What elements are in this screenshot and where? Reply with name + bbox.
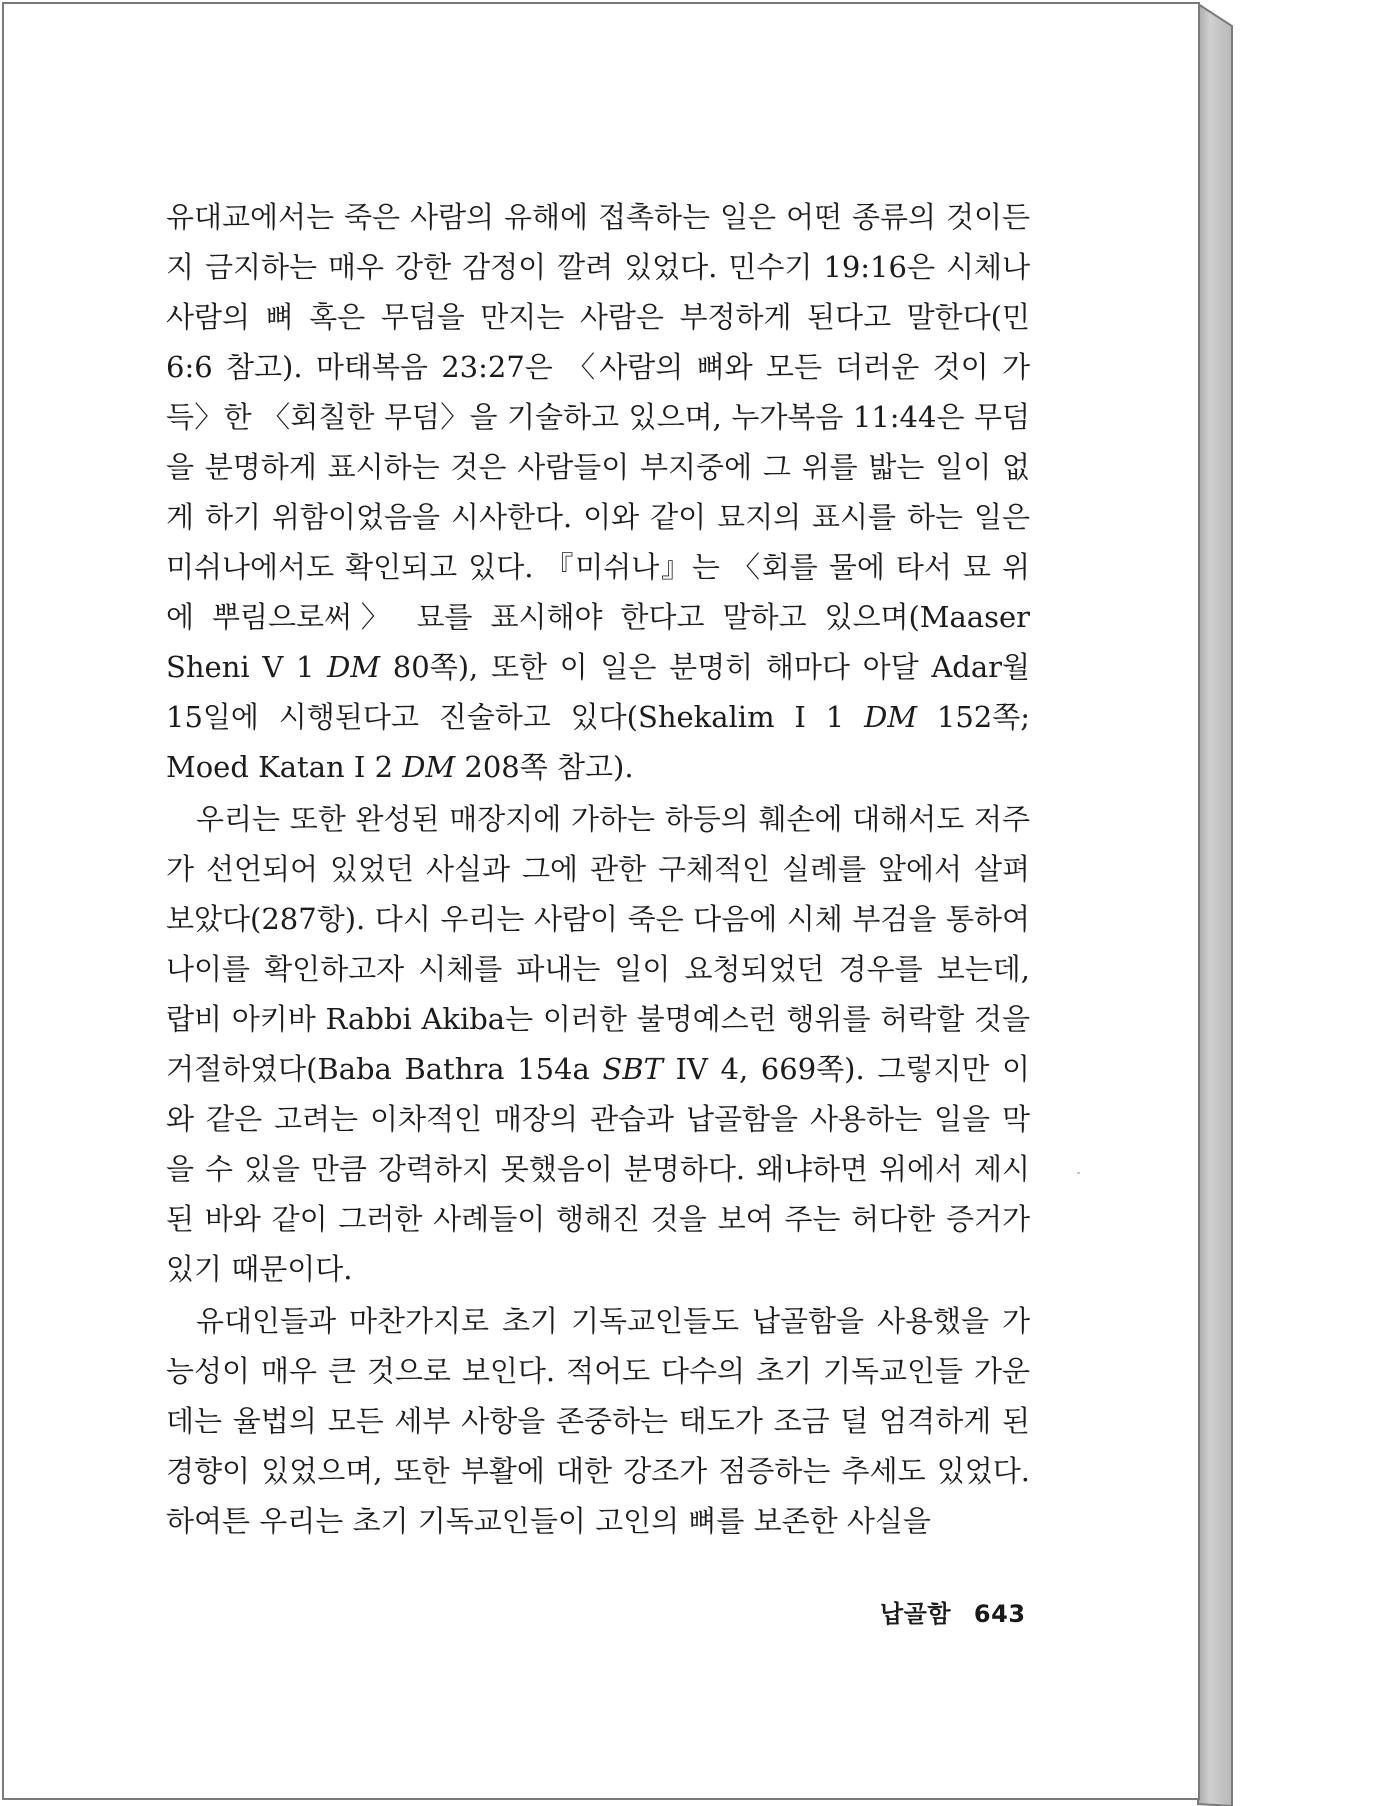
paragraph-2 (166, 794, 1030, 1294)
text-run: 152쪽; Moed Katan I 2 (166, 700, 1031, 784)
paragraph-3 (166, 1296, 1030, 1546)
italic-abbreviation: DM (327, 650, 381, 684)
scan-speck (1077, 1172, 1080, 1174)
text-run: 208쪽 참고). (455, 750, 634, 784)
italic-abbreviation: DM (864, 700, 918, 734)
text-run: 우리는 또한 완성된 매장지에 가하는 하등의 훼손에 대해서도 저주가 선언되어 있었던 사실과 그에 관한 구체적인 실례를 앞에서 살펴보았다(287항). 다시 우리는 사람이 죽은 다음에 시체 부검을 통하여 나이를 확인하고자 시체를 파내는 일이 요청되었던 경우를 보는데, 랍비 아키바 Rabbi Akiba는 이러한 불명예스런 행위를 허락할 것을 거절하였다(Baba Bathra 154a (166, 802, 1030, 1086)
italic-abbreviation: DM (402, 750, 456, 784)
text-run: IV 4, 669쪽). 그렇지만 이와 같은 고려는 이차적인 매장의 관습과 납골함을 사용하는 일을 막을 수 있을 만큼 강력하지 못했음이 분명하다. 왜냐하면 위에서 제시된 바와 같이 그러한 사례들이 행해진 것을 보여 주는 허다한 증거가 있기 때문이다. (166, 1052, 1030, 1286)
page-edge-side (1198, 4, 1232, 1806)
paragraph-1 (166, 192, 1030, 792)
page-number: 643 (973, 1600, 1026, 1628)
page-footer (880, 1594, 1026, 1629)
running-title: 납골함 (880, 1600, 952, 1628)
italic-abbreviation: SBT (602, 1052, 663, 1086)
text-run: 80쪽), 또한 이 일은 분명히 해마다 아달 Adar월 15일에 시행된다고 진술하고 있다(Shekalim I 1 (166, 650, 1030, 734)
text-run: 유대교에서는 죽은 사람의 유해에 접촉하는 일은 어떤 종류의 것이든지 금지하는 매우 강한 감정이 깔려 있었다. 민수기 19:16은 시체나 사람의 뼈 혹은 무덤을 만지는 사람은 부정하게 된다고 말한다(민 6:6 참고). 마태복음 23:27은 〈사람의 뼈와 모든 더러운 것이 가득〉한 〈회칠한 무덤〉을 기술하고 있으며, 누가복음 11:44은 무덤을 분명하게 표시하는 것은 사람들이 부지중에 그 위를 밟는 일이 없게 하기 위함이었음을 시사한다. 이와 같이 묘지의 표시를 하는 일은 미쉬나에서도 확인되고 있다. 『미쉬나』는 〈회를 물에 타서 묘 위에 뿌림으로써〉 묘를 표시해야 한다고 말하고 있으며(Maaser Sheni V 1 (166, 200, 1030, 684)
text-run: 유대인들과 마찬가지로 초기 기독교인들도 납골함을 사용했을 가능성이 매우 큰 것으로 보인다. 적어도 다수의 초기 기독교인들 가운데는 율법의 모든 세부 사항을 존중하는 태도가 조금 덜 엄격하게 된 경향이 있었으며, 또한 부활에 대한 강조가 점증하는 추세도 있었다. 하여튼 우리는 초기 기독교인들이 고인의 뼈를 보존한 사실을 (166, 1304, 1030, 1538)
body-text (166, 192, 1030, 1546)
